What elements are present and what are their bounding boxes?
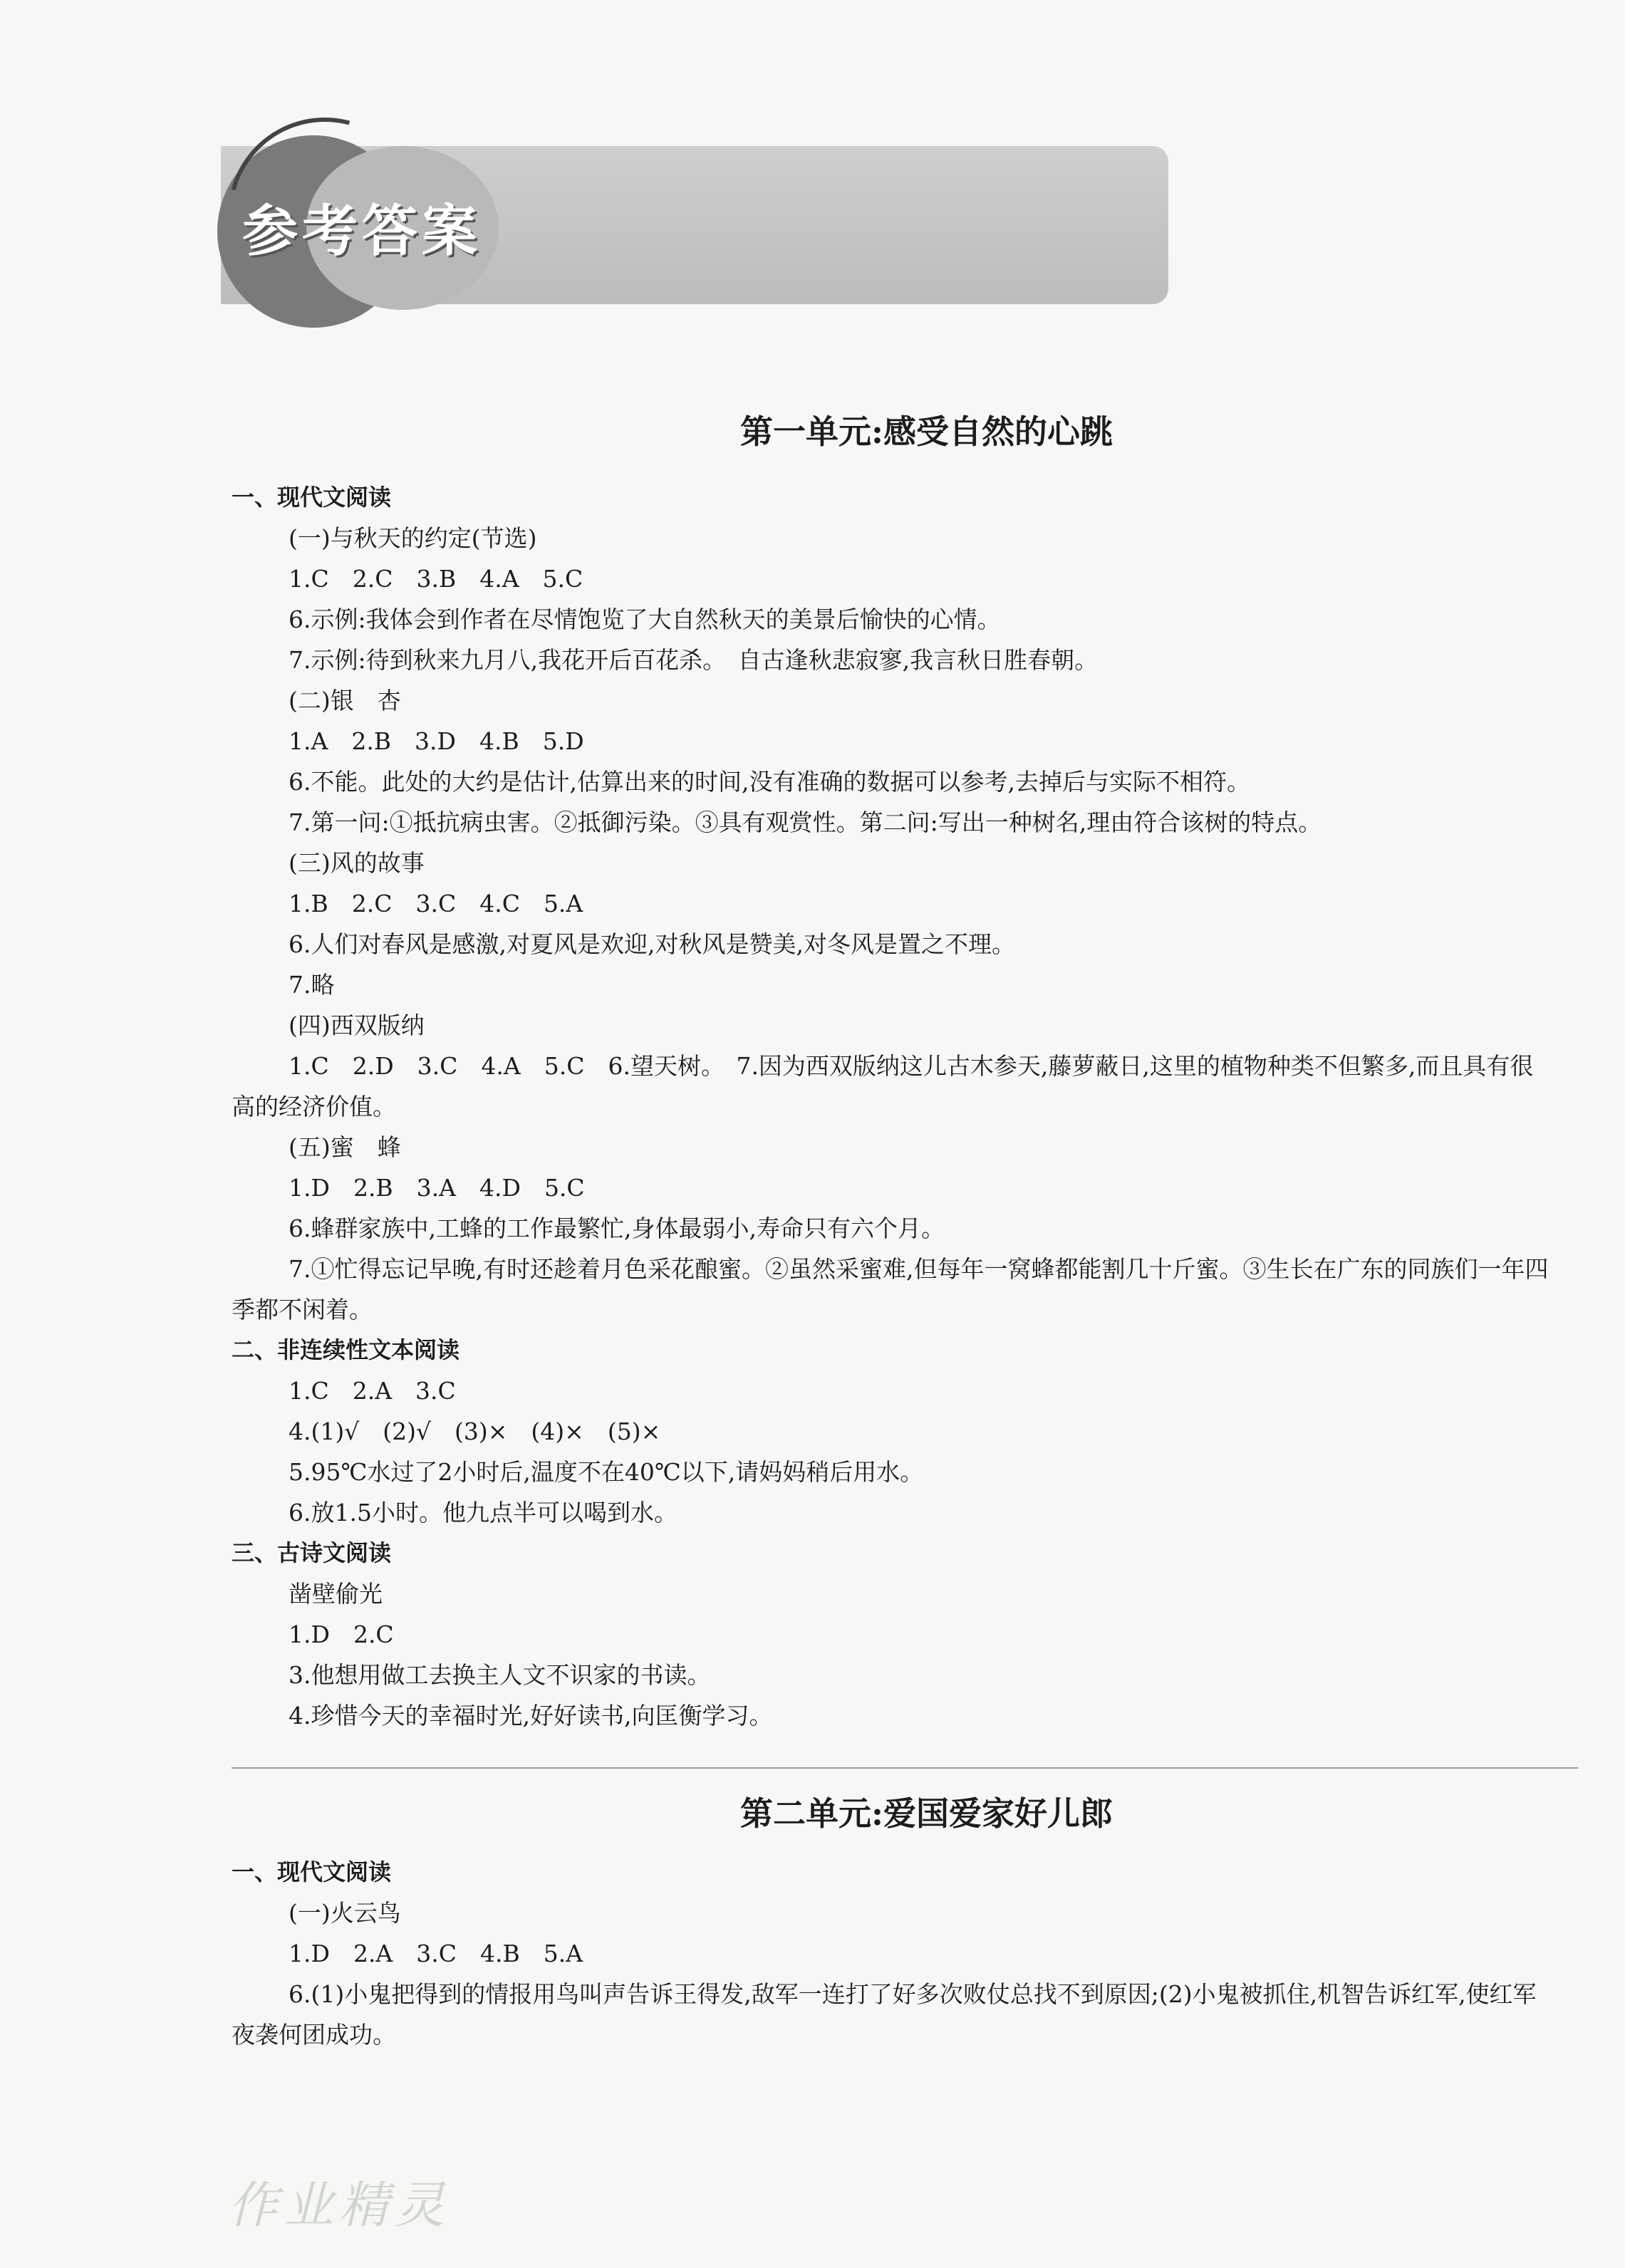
answer-line: 凿壁偷光 — [289, 1580, 383, 1608]
answer-line: 1.D 2.B 3.A 4.D 5.C — [289, 1174, 585, 1202]
answer-line: 6.(1)小鬼把得到的情报用鸟叫声告诉王得发,敌军一连打了好多次败仗总找不到原因;(2)小鬼被抓住,机智告诉红军,使红军夜袭何团成功。 — [232, 1980, 1537, 2049]
answer-line: (四)西双版纳 — [289, 1011, 425, 1039]
section-divider — [232, 1767, 1578, 1769]
answer-line: 6.放1.5小时。他九点半可以喝到水。 — [289, 1499, 677, 1526]
section-heading: 一、现代文阅读 — [232, 484, 392, 511]
answer-line: (一)火云鸟 — [289, 1899, 401, 1927]
answer-line: 7.略 — [289, 971, 335, 999]
unit2-title: 第二单元:爱国爱家好儿郎 — [740, 1794, 1113, 1833]
section-heading: 一、现代文阅读 — [232, 1858, 392, 1885]
answer-line: 1.B 2.C 3.C 4.C 5.A — [289, 890, 583, 917]
section-heading: 三、古诗文阅读 — [232, 1539, 392, 1566]
answer-line: (三)风的故事 — [289, 849, 425, 877]
unit1-content — [232, 477, 1553, 1736]
answer-line: 1.D 2.A 3.C 4.B 5.A — [289, 1940, 583, 1967]
answer-line: 6.人们对春风是感激,对夏风是欢迎,对秋风是赞美,对冬风是置之不理。 — [289, 930, 1015, 958]
page-title: 参考答案 — [242, 199, 482, 264]
unit2-content — [232, 1852, 1553, 2055]
section-heading: 二、非连续性文本阅读 — [232, 1336, 460, 1363]
answer-line: 1.C 2.A 3.C — [289, 1377, 456, 1405]
answer-line: 7.示例:待到秋来九月八,我花开后百花杀。 自古逢秋悲寂寥,我言秋日胜春朝。 — [289, 646, 1099, 674]
answer-line: 4.(1)√ (2)√ (3)× (4)× (5)× — [289, 1418, 661, 1445]
answer-line: 1.C 2.C 3.B 4.A 5.C — [289, 565, 583, 593]
answer-line: 6.不能。此处的大约是估计,估算出来的时间,没有准确的数据可以参考,去掉后与实际不相符。 — [289, 768, 1250, 796]
answer-line: (二)银 杏 — [289, 687, 401, 714]
unit1-title: 第一单元:感受自然的心跳 — [740, 412, 1113, 451]
answer-line: 1.C 2.D 3.C 4.A 5.C 6.望天树。 7.因为西双版纳这儿古木参天,藤萝蔽日,这里的植物种类不但繁多,而且具有很高的经济价值。 — [232, 1052, 1534, 1120]
answer-line: 1.A 2.B 3.D 4.B 5.D — [289, 727, 584, 755]
answer-line: 7.第一问:①抵抗病虫害。②抵御污染。③具有观赏性。第二问:写出一种树名,理由符合该树的特点。 — [289, 808, 1322, 836]
answer-line: (一)与秋天的约定(节选) — [289, 524, 537, 552]
answer-line: 3.他想用做工去换主人文不识家的书读。 — [289, 1661, 711, 1689]
answer-line: (五)蜜 蜂 — [289, 1133, 401, 1161]
answer-line: 5.95℃水过了2小时后,温度不在40℃以下,请妈妈稍后用水。 — [289, 1458, 924, 1486]
answer-line: 6.蜂群家族中,工蜂的工作最繁忙,身体最弱小,寿命只有六个月。 — [289, 1214, 945, 1242]
answer-line: 7.①忙得忘记早晚,有时还趁着月色采花酿蜜。②虽然采蜜难,但每年一窝蜂都能割几十斤蜜。③生长在广东的同族们一年四季都不闲着。 — [232, 1255, 1549, 1323]
answer-line: 6.示例:我体会到作者在尽情饱览了大自然秋天的美景后愉快的心情。 — [289, 605, 1001, 633]
watermark-logo: 作业精灵 — [228, 2176, 450, 2235]
answer-line: 1.D 2.C — [289, 1621, 394, 1648]
answer-line: 4.珍惜今天的幸福时光,好好读书,向匡衡学习。 — [289, 1702, 773, 1729]
